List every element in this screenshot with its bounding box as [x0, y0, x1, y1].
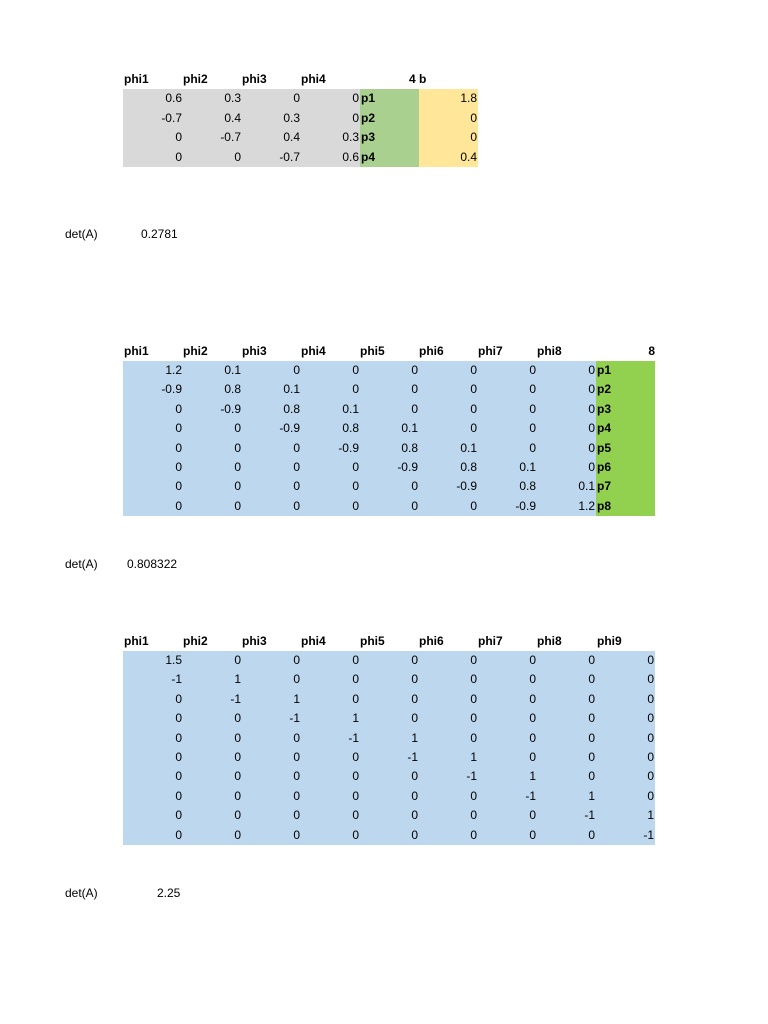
table2-det-value: 0.808322 [127, 557, 178, 571]
table3-cell: 0 [175, 750, 182, 764]
table3-cell: 0 [529, 691, 536, 706]
table2-cell: 0 [234, 440, 241, 455]
table2-cell: 0 [352, 479, 359, 494]
table2-cell: 0 [529, 382, 536, 397]
table2-cell: 0.8 [460, 460, 477, 474]
table2-header-phi6: phi6 [419, 344, 444, 358]
table2-cell: 0 [411, 382, 418, 397]
table3-cell: 0 [588, 691, 595, 706]
table3-header-phi6: phi6 [419, 634, 444, 648]
table2-cell: 0 [529, 440, 536, 455]
table2-cell: 0 [352, 363, 359, 377]
table2-cell: 0 [588, 382, 595, 397]
table1-header-phi1: phi1 [124, 72, 149, 86]
table2-cell: 0.1 [578, 479, 595, 494]
table3-cell: 1 [293, 691, 300, 706]
table3-cell: -1 [348, 730, 359, 745]
table2-cell: 0 [175, 401, 182, 416]
table1-cell: 0.6 [165, 91, 182, 105]
table3-cell: 0 [293, 769, 300, 784]
table2-header-phi5: phi5 [360, 344, 385, 358]
table2-cell: 0 [470, 363, 477, 377]
table2-cell: -0.9 [279, 421, 300, 436]
table2-cell: 0 [175, 440, 182, 455]
table3-cell: 0 [588, 672, 595, 687]
table2-cell: 0 [293, 440, 300, 455]
table3-cell: 0 [529, 750, 536, 764]
table3-header-phi9: phi9 [597, 634, 622, 648]
table2-header-phi3: phi3 [242, 344, 267, 358]
table3-cell: 0 [175, 827, 182, 842]
table2-cell: 0 [588, 421, 595, 436]
table1-b-value: 0 [470, 130, 477, 144]
table2-p-label: p5 [597, 440, 612, 455]
table3-cell: 0 [647, 672, 654, 687]
table3-cell: 0 [647, 691, 654, 706]
table1-cell: 0 [234, 149, 241, 164]
table3-cell: 0 [411, 653, 418, 667]
table2-cell: 0.8 [224, 382, 241, 397]
table2-cell: 0 [529, 363, 536, 377]
table2-cell: -0.9 [220, 401, 241, 416]
table3-cell: 0 [470, 653, 477, 667]
table3-cell: 0 [352, 653, 359, 667]
table3-cell: 0 [352, 788, 359, 803]
table3-cell: 0 [647, 653, 654, 667]
table1-cell: 0 [293, 91, 300, 105]
table3-cell: 0 [352, 769, 359, 784]
table2-cell: 0 [470, 421, 477, 436]
table2-cell: 0 [529, 421, 536, 436]
table1-cell: 0 [175, 149, 182, 164]
table3-cell: 0 [647, 730, 654, 745]
table3-cell: 0 [411, 808, 418, 823]
table2-cell: 0 [470, 382, 477, 397]
table3-header-phi5: phi5 [360, 634, 385, 648]
table2-cell: 1.2 [165, 363, 182, 377]
table3-header-phi3: phi3 [242, 634, 267, 648]
table2-cell: 0 [588, 401, 595, 416]
table3-cell: -1 [171, 672, 182, 687]
table3-cell: 0 [175, 808, 182, 823]
table2-cell: -0.9 [456, 479, 477, 494]
table3-det-value: 2.25 [157, 886, 181, 900]
table3-cell: 0 [293, 653, 300, 667]
table3-cell: 0 [234, 788, 241, 803]
table2-p-label: p2 [597, 382, 612, 397]
table3-cell: 1 [529, 769, 536, 784]
table3-cell: 0 [470, 730, 477, 745]
table3-cell: 0 [529, 711, 536, 726]
table1-cell: -0.7 [161, 110, 182, 125]
table1-b-value: 1.8 [460, 91, 477, 105]
table2-cell: 0.1 [224, 363, 241, 377]
table2-cell: 0 [293, 479, 300, 494]
table3-cell: 0 [470, 711, 477, 726]
table3-cell: 0 [529, 672, 536, 687]
table3-cell: 1 [411, 730, 418, 745]
table2-cell: 0.8 [342, 421, 359, 436]
table3-cell: 0 [411, 672, 418, 687]
table1-header-phi4: phi4 [301, 72, 326, 86]
table2-header-phi2: phi2 [183, 344, 208, 358]
table2-p-label: p3 [597, 401, 612, 416]
table3-cell: 0 [293, 730, 300, 745]
table2-cell: 0 [175, 479, 182, 494]
table3-cell: 0 [234, 730, 241, 745]
table1-cell: 0.3 [224, 91, 241, 105]
table3-cell: 0 [352, 808, 359, 823]
table3-cell: 0 [411, 788, 418, 803]
table1-cell: 0 [352, 91, 359, 105]
table3-cell: 0 [647, 711, 654, 726]
table2-p-label: p6 [597, 460, 612, 474]
table3-cell: 0 [352, 691, 359, 706]
table3-cell: -1 [289, 711, 300, 726]
table2-cell: 0 [470, 401, 477, 416]
table2-cell: 0 [175, 498, 182, 513]
table2-cell: 0 [234, 498, 241, 513]
table1-cell: 0 [352, 110, 359, 125]
table3-cell: 0 [352, 827, 359, 842]
table2-cell: -0.9 [397, 460, 418, 474]
table2-cell: 0 [352, 498, 359, 513]
table3-cell: 0 [529, 653, 536, 667]
table2-cell: 0 [411, 498, 418, 513]
table2-header-phi4: phi4 [301, 344, 326, 358]
table3-cell: 0 [234, 750, 241, 764]
table2-header-phi8: phi8 [537, 344, 562, 358]
table3-cell: 0 [234, 711, 241, 726]
table3-cell: 0 [588, 827, 595, 842]
table2-cell: 0 [234, 460, 241, 474]
table2-corner-label: 8 [648, 344, 655, 358]
table3-cell: 0 [293, 808, 300, 823]
table2-p-label: p4 [597, 421, 612, 436]
table2-det-label: det(A) [65, 557, 98, 571]
table2-cell: 0 [588, 440, 595, 455]
table3-cell: 0 [529, 730, 536, 745]
table3-cell: 0 [293, 672, 300, 687]
table1-p-label: p1 [361, 91, 376, 105]
table3-cell: 0 [293, 788, 300, 803]
table1-cell: -0.7 [220, 130, 241, 144]
table3-cell: 0 [470, 672, 477, 687]
table2-cell: 0 [293, 460, 300, 474]
table3-cell: 0 [411, 691, 418, 706]
table2-cell: 0.1 [401, 421, 418, 436]
table3-cell: 0 [588, 730, 595, 745]
table3-cell: 0 [470, 808, 477, 823]
table1-cell: -0.7 [279, 149, 300, 164]
table3-cell: -1 [525, 788, 536, 803]
table3-cell: 1 [352, 711, 359, 726]
table2-cell: 0.8 [401, 440, 418, 455]
table2-cell: 0 [175, 421, 182, 436]
table2-cell: -0.9 [338, 440, 359, 455]
table3-cell: 0 [588, 653, 595, 667]
table1-header-phi2: phi2 [183, 72, 208, 86]
table3-cell: -1 [643, 827, 654, 842]
table3-cell: 0 [470, 691, 477, 706]
table3-cell: 0 [175, 691, 182, 706]
table2-cell: 0 [588, 460, 595, 474]
table2-cell: 0.1 [460, 440, 477, 455]
table3-header-phi4: phi4 [301, 634, 326, 648]
table3-cell: 0 [234, 827, 241, 842]
table2-header-phi7: phi7 [478, 344, 503, 358]
table3-cell: 1 [234, 672, 241, 687]
table3-cell: 0 [175, 730, 182, 745]
table3-cell: 0 [588, 750, 595, 764]
table2-cell: -0.9 [515, 498, 536, 513]
table2-cell: 0 [411, 363, 418, 377]
table3-cell: 0 [529, 827, 536, 842]
table1-p-label: p3 [361, 130, 376, 144]
table2-cell: 0.8 [283, 401, 300, 416]
table1-cell: 0.3 [342, 130, 359, 144]
table2-cell: 0 [234, 479, 241, 494]
table2-cell: 0.1 [342, 401, 359, 416]
table3-cell: 0 [175, 788, 182, 803]
table3-cell: 0 [293, 750, 300, 764]
table1-b-value: 0.4 [460, 149, 477, 164]
table2-p-label: p8 [597, 498, 612, 513]
table3-cell: 0 [470, 827, 477, 842]
table3-header-phi8: phi8 [537, 634, 562, 648]
table2-cell: 0 [175, 460, 182, 474]
table1-det-value: 0.2781 [141, 227, 178, 241]
table2-cell: 0 [352, 460, 359, 474]
table2-cell: 0 [588, 363, 595, 377]
table3-cell: 0 [234, 653, 241, 667]
table2-cell: 0 [529, 401, 536, 416]
table3-header-phi1: phi1 [124, 634, 149, 648]
table1-det-label: det(A) [65, 227, 98, 241]
table3-cell: 0 [352, 672, 359, 687]
table3-cell: 0 [470, 788, 477, 803]
table2-cell: 0.1 [283, 382, 300, 397]
table3-cell: 1 [647, 808, 654, 823]
table3-cell: 0 [411, 827, 418, 842]
table3-header-phi2: phi2 [183, 634, 208, 648]
table3-cell: 0 [234, 769, 241, 784]
table1-b-value: 0 [470, 110, 477, 125]
table3-cell: 0 [234, 808, 241, 823]
table2-p-label: p1 [597, 363, 612, 377]
table3-header-phi7: phi7 [478, 634, 503, 648]
table3-cell: 1.5 [165, 653, 182, 667]
table3-cell: -1 [407, 750, 418, 764]
table2-cell: 0.1 [519, 460, 536, 474]
table3-cell: -1 [230, 691, 241, 706]
table1-p-label: p4 [361, 149, 376, 164]
table2-cell: 0 [411, 401, 418, 416]
table3-cell: 0 [411, 711, 418, 726]
table3-cell: 1 [588, 788, 595, 803]
table3-cell: 0 [588, 711, 595, 726]
table3-cell: 0 [293, 827, 300, 842]
table2-cell: 1.2 [578, 498, 595, 513]
table2-cell: 0.8 [519, 479, 536, 494]
table2-p-label: p7 [597, 479, 612, 494]
table1-cell: 0.3 [283, 110, 300, 125]
table1-p-label: p2 [361, 110, 376, 125]
table3-cell: 0 [352, 750, 359, 764]
table3-cell: 0 [175, 769, 182, 784]
table2-cell: 0 [293, 363, 300, 377]
table3-cell: 0 [175, 711, 182, 726]
table3-cell: 0 [411, 769, 418, 784]
table3-cell: 0 [529, 808, 536, 823]
table3-cell: 0 [647, 788, 654, 803]
table1-cell: 0.6 [342, 149, 359, 164]
table2-cell: 0 [352, 382, 359, 397]
table3-cell: 0 [647, 769, 654, 784]
table1-cell: 0.4 [283, 130, 300, 144]
table2-cell: 0 [293, 498, 300, 513]
table1-cell: 0.4 [224, 110, 241, 125]
table1-header-phi3: phi3 [242, 72, 267, 86]
table2-cell: 0 [470, 498, 477, 513]
table3-det-label: det(A) [65, 886, 98, 900]
table2-cell: 0 [411, 479, 418, 494]
table3-cell: 0 [588, 769, 595, 784]
table3-cell: 1 [470, 750, 477, 764]
table2-cell: -0.9 [161, 382, 182, 397]
table3-cell: -1 [584, 808, 595, 823]
table1-cell: 0 [175, 130, 182, 144]
table2-cell: 0 [234, 421, 241, 436]
table3-cell: -1 [466, 769, 477, 784]
table1-corner-label: 4 b [409, 72, 427, 86]
table2-header-phi1: phi1 [124, 344, 149, 358]
table3-cell: 0 [647, 750, 654, 764]
